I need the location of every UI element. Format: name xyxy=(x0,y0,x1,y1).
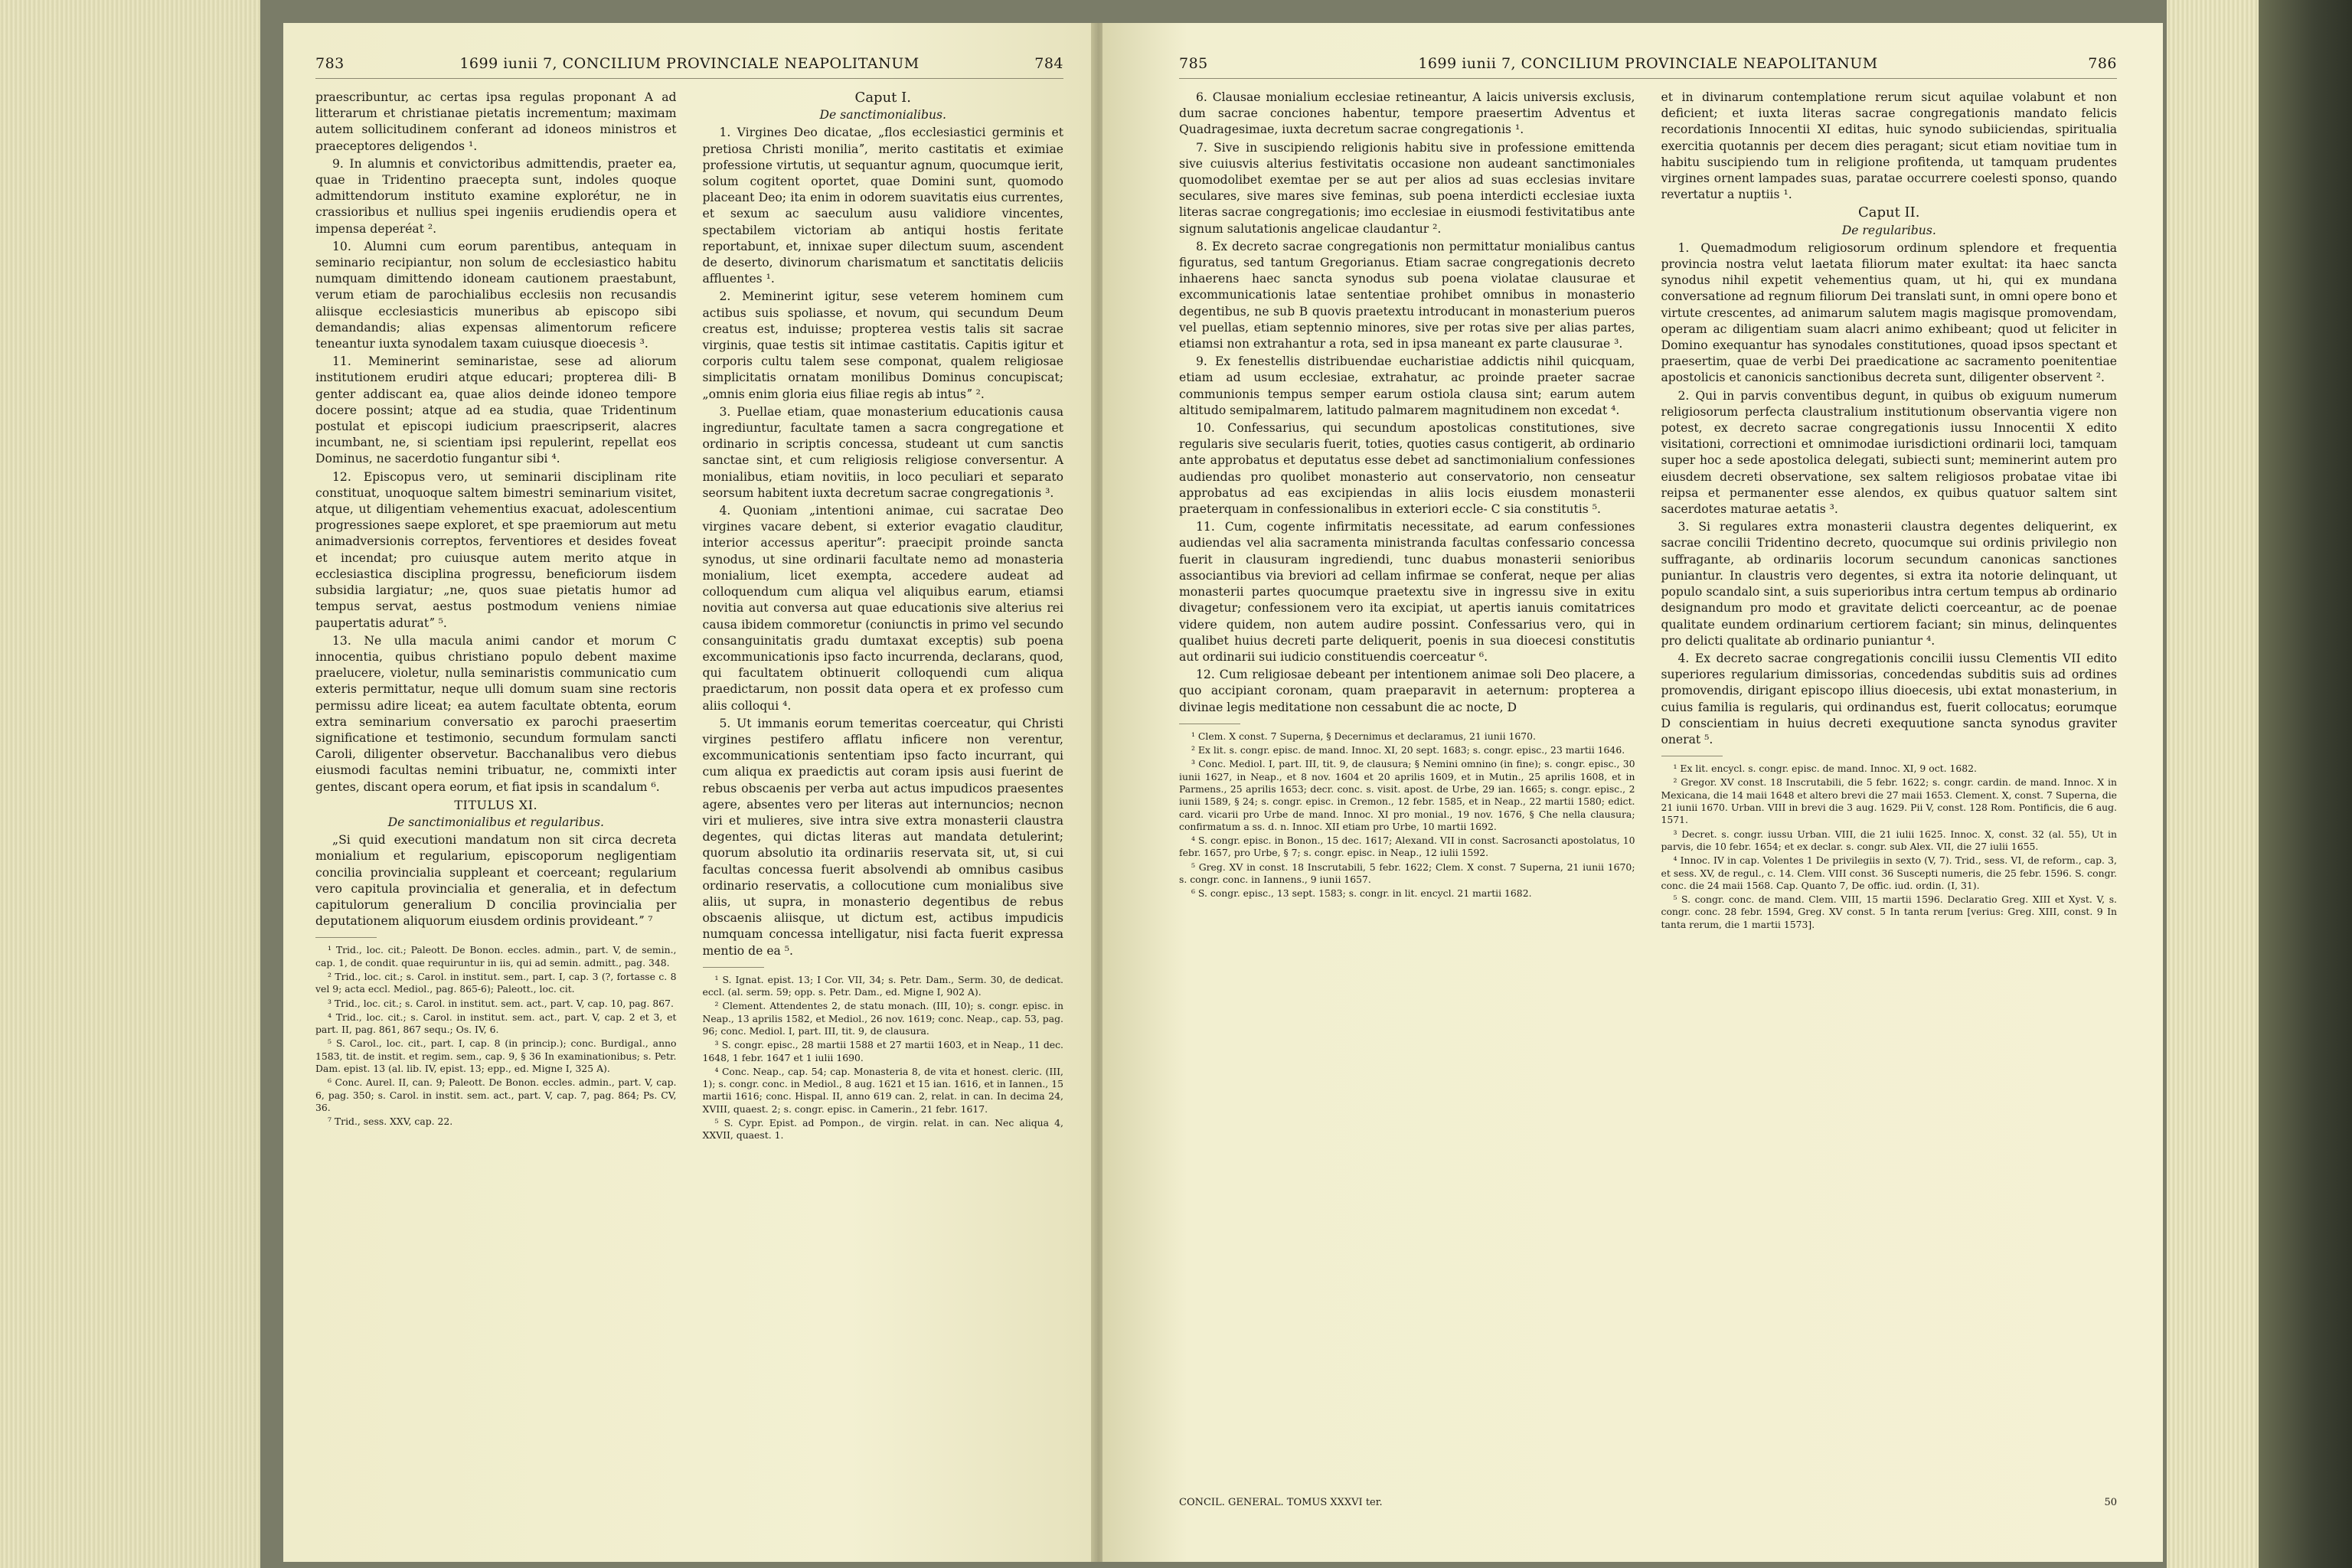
page-stack-left xyxy=(0,0,260,1568)
book-cover-edge xyxy=(2259,0,2352,1568)
paragraph: 2. Qui in parvis conventibus degunt, in quibus ob exiguum numerum religiosorum perfecta claustralium institutionum observantia vigere non potest, ex decreto sacrae congregationis iussu Innocentii X edito visitationi, correctioni et omnimodae iurisdictioni ordinarii loci, tamquam super hoc a sede apostolica delegati, subiecti sunt; meminerint autem pro eiusdem decreti observatione, sex saltem religiosos probatae vitae ibi reipsa et permanenter esse alendos, ex quibus quatuor saltem sint sacerdotes maturae aetatis ³. xyxy=(1661,388,2117,517)
footnote-rule xyxy=(315,937,377,938)
footnote: ⁴ Innoc. IV in cap. Volentes 1 De privilegiis in sexto (V, 7). Trid., sess. VI, de reform., cap. 3, et sess. XV, de regul., c. 14. Clem. VIII const. 36 Suscepti numeris, die 25 febr. 1596. S. congr. conc. die 24 maii 1568. Cap. Quanto 7, De offic. iud. ordin. (I, 31). xyxy=(1661,854,2117,891)
page-number-784: 784 xyxy=(1034,55,1063,72)
page-footer xyxy=(1179,1497,2117,1508)
footnote: ³ Conc. Mediol. I, part. III, tit. 9, de clausura; § Nemini omnino (in fine); s. congr. episc., 30 iunii 1627, in Neap., et 8 nov. 1604 et 20 aprilis 1609, et in Mutin., 25 aprilis 1608, et in Parmens., 25 aprilis 1653; decr. conc. s. visit. apost. de Urbe, 29 ian. 1665; s. congr. episc., 2 iunii 1589, § 24; s. congr. episc. in Cremon., 12 febr. 1585, et in Neap., 22 martii 1580; edict. card. vicarii pro Urbe de mand. Innoc. XI pro monial., 19 nov. 1676, § Che nella clausura; confirmatum a ss. d. n. Innoc. XII etiam pro Urbe, 10 martii 1692. xyxy=(1179,758,1635,832)
running-head-right xyxy=(1179,55,2117,79)
footnote: ⁴ Conc. Neap., cap. 54; cap. Monasteria 8, de vita et honest. cleric. (III, 1); s. congr. conc. in Mediol., 8 aug. 1621 et 15 ian. 1616, et in Iannen., 15 martii 1616; conc. Hispal. II, anno 619 can. 2, relat. in can. In decima 24, XVIII, quaest. 2; s. congr. episc. in Camerin., 21 febr. 1617. xyxy=(702,1065,1063,1115)
caput-heading: Caput II. xyxy=(1857,204,1920,221)
page-stack-right xyxy=(2167,0,2259,1568)
footnotes xyxy=(315,944,677,1128)
caput-rubric: De sanctimonialibus. xyxy=(819,108,946,122)
paragraph: 11. Meminerint seminaristae, sese ad aliorum institutionem erudiri atque educari; propterea dili- B genter addiscant ea, quae alios deinde idoneo tempore docere possint; atque ad ea studia, quae Tridentinum postulat et episcopi iudicium praescripserit, alacres incumbant, ne, si scientiam ipsi repulerint, repellat eos Dominus, ne sacerdotio fungantur sibi ⁴. xyxy=(315,354,677,466)
paragraph: 12. Cum religiosae debeant per intentionem animae soli Deo placere, a quo accipiant coronam, quam praeparavit in aeternum: propterea a divinae legis meditatione non cessabunt die ac nocte, D xyxy=(1179,668,1635,714)
page-number-785: 785 xyxy=(1179,55,1208,72)
left-page-column-2 xyxy=(703,90,1064,1144)
running-title-left: 1699 iunii 7, CONCILIUM PROVINCIALE NEAPOLITANUM xyxy=(459,55,920,72)
titulus-rubric: De sanctimonialibus et regularibus. xyxy=(387,815,604,829)
paragraph: 4. Ex decreto sacrae congregationis concilii iussu Clementis VII edito superiores regularium dimissorias, concedendas subditis suis ad ordines promovendis, dirigant episcopo illius dioecesis, ubi extat monasterium, in cuius familia is regularis, qui ordinandus est, fuerit collocatus; eorumque D conscientiam in huius decreti exequutione sancta synodus graviter onerat ⁵. xyxy=(1661,651,2117,746)
running-title-right: 1699 iunii 7, CONCILIUM PROVINCIALE NEAPOLITANUM xyxy=(1418,55,1878,72)
footnote: ⁴ Trid., loc. cit.; s. Carol. in institut. sem. act., part. V, cap. 2 et 3, et part. II, pag. 861, 867 sequ.; Os. IV, 6. xyxy=(315,1011,677,1036)
right-page-column-1 xyxy=(1179,90,1635,933)
paragraph: 4. Quoniam „intentioni animae, cui sacratae Deo virgines vacare debent, si exterior evagatio clauditur, interior accessus aperiturˮ: praecipit proinde sancta synodus, ut sine ordinarii facultate nemo ad monasteria monialium, licet exempta, accedere audeat ad colloquendum cum aliqua vel aliquibus earum, etiamsi novitia aut conversa aut quae educationis sive alterius rei causa ibidem commoretur (coniunctis in primo vel secundo consanguinitatis gradu dumtaxat exceptis) sub poena excommunicationis ipso facto incurrenda, declarans, quod, qui facultatem obtinuerit colloquendi cum aliqua praedictarum, non possit data opera et ex professo cum aliis colloqui ⁴. xyxy=(702,504,1063,713)
right-page-column-2 xyxy=(1661,90,2118,933)
footnotes xyxy=(1661,763,2118,931)
caput-rubric: De regularibus. xyxy=(1841,223,1936,237)
paragraph: et in divinarum contemplatione rerum sicut aquilae volabunt et non deficient; et iuxta literas sacrae congregationis mandato felicis recordationis Innocentii XI editas, huic synodo subiiciendas, spiritualia exercitia quotannis per decem dies peragant; sicut etiam novitiae tum in habitu suscipiendo tum in religione profitenda, ut tamquam prudentes virgines ornent lampades suas, paratae occurrere coelesti sponso, quando revertatur a nuptiis ¹. xyxy=(1661,90,2117,202)
paragraph: 3. Si regulares extra monasterii claustra degentes deliquerint, ex sacrae concilii Tridentino decreto, quocumque sui ordinis privilegio non suffragante, ab ordinariis locorum secundum canonicas sanctiones puniantur. In claustris vero degentes, si extra ita notorie delinquant, ut populo scandalo sint, a suis superioribus intra certum tempus ab ordinario designandum pro modo et gravitate delicti coerceantur, ac de poenae qualitate eundem ordinarium certiorem faciant; sin minus, delinquentes pro delicti qualitate ab ordinario puniantur ⁴. xyxy=(1661,520,2117,648)
caput-heading: Caput I. xyxy=(854,90,911,106)
paragraph: 13. Ne ulla macula animi candor et morum C innocentia, quibus christiano populo debent maxime praelucere, violetur, nulla seminaristis communicatio cum exteris permittatur, neque ulli domum suam sine rectoris permissu adire liceat; ea autem facultate obtenta, eorum extra seminarium conversatio ex parochi praesertim significatione et testimonio, secundum formulam sancti Caroli, diligenter observetur. Bacchanalibus vero diebus eiusmodi facultas nemini tribuatur, ne, commixti inter gentes, discant opera eorum, et fiat ipsis in scandalum ⁶. xyxy=(315,633,677,794)
footnote: ² Clement. Attendentes 2, de statu monach. (III, 10); s. congr. episc. in Neap., 13 aprilis 1582, et Mediol., 26 nov. 1619; conc. Neap., cap. 53, pag. 96; conc. Mediol. I, part. III, tit. 9, de clausura. xyxy=(702,1000,1063,1037)
paragraph: praescribuntur, ac certas ipsa regulas proponant A ad litterarum et christianae pietatis incrementum; maximam autem sollicitudinem conferant ad idoneos ministros et praeceptores deligendos ¹. xyxy=(315,90,677,153)
footnotes xyxy=(703,974,1064,1142)
right-page xyxy=(1102,23,2163,1562)
paragraph: 5. Ut immanis eorum temeritas coerceatur, qui Christi virgines pestifero afflatu inficere non verentur, excommunicationis sententiam ipso facto incurrant, qui cum aliqua ex praedictis aut coram ipsis ausi fuerint de rebus obscaenis per verba aut actus impudicos praesentes agere, absentes vero per literas aut internuncios; necnon viri et mulieres, sive intra sive extra monasterii claustra degentes, qui dictas literas aut mandata detulerint; quorum absolutio ita ordinariis reservata sit, ut, si cui facultas concessa fuerit absolvendi ab omnibus casibus ordinario reservatis, a collocutione cum monialibus sive aliis, ut supra, in monasterio degentibus de rebus obscaenis aliisque, ut dictum est, actibus impudicis numquam concessa intelligatur, nisi facta fuerit expressa mentio de ea ⁵. xyxy=(702,716,1063,958)
footnotes xyxy=(1179,730,1635,900)
signature-number: 50 xyxy=(2104,1497,2117,1508)
paragraph: 10. Alumni cum eorum parentibus, antequam in seminario recipiantur, non solum de ecclesiastico habitu numquam dimittendo idoneam cautionem praestabunt, verum etiam de parochialibus ecclesiis non recusandis aliisque ecclesiasticis muneribus ab episcopo sibi demandandis; alias expensas alimentorum reficere teneantur iuxta synodalem taxam cuiusque dioecesis ³. xyxy=(315,239,677,351)
page-number-786: 786 xyxy=(2088,55,2117,72)
footnote: ⁷ Trid., sess. XXV, cap. 22. xyxy=(328,1116,453,1128)
paragraph: 1. Virgines Deo dicatae, „flos ecclesiastici germinis et pretiosa Christi moniliaˮ, merito castitatis et eximiae professione virtutis, ut sequantur agnum, quocumque ierit, solum cogitent oportet, quae Domini sunt, quomodo placeant Deo; ita enim in odorem suavitatis eius currentes, et sexum ac saeculum ausu validiore vincentes, spectabilem victoriam ab antiqui hostis feritate reportabunt, et, innixae super dilectum suum, ascendent de deserto, divinorum charismatum et sanctitatis deliciis affluentes ¹. xyxy=(702,126,1063,286)
paragraph: 2. Meminerint igitur, sese veterem hominem cum actibus suis spoliasse, et novum, qui secundum Deum creatus est, induisse; propterea vestis talis sit sacrae virginis, quae testis sit intimae castitatis. Capitis igitur et corporis cultu talem sese componat, qualem religiosae simplicitatis ornatam monilibus Dominus concupiscat; „omnis enim gloria eius filiae regis ab intusˮ ². xyxy=(702,289,1063,401)
paragraph: 1. Quemadmodum religiosorum ordinum splendore et frequentia provincia nostra velut laetata filiorum mater exultat: ita haec sancta synodus nihil expetit vehementius quam, ut hi, qui ex mundana conversatione ad regnum filiorum Dei translati sunt, in omni opere bono et virtute crescentes, ad animarum salutem magis magisque promovendam, operam ac diligentiam suam alacri animo exhibeant; quod ut feliciter in Domino exequantur has synodales constitutiones, quoad ipsos spectant et praesertim, quae de verbi Dei praedicatione ac sacramento poenitentiae apostolicis et canonicis sanctionibus decreta sunt, diligenter observent ². xyxy=(1661,240,2117,385)
footnote: ¹ Ex lit. encycl. s. congr. episc. de mand. Innoc. XI, 9 oct. 1682. xyxy=(1673,763,1977,775)
paragraph: 6. Clausae monialium ecclesiae retineantur, A laicis universis exclusis, dum sacrae conciones habentur, tempore praesertim Adventus et Quadragesimae, iuxta decretum sacrae congregationis ¹. xyxy=(1179,90,1635,137)
footnote: ¹ Clem. X const. 7 Superna, § Decernimus et declaramus, 21 iunii 1670. xyxy=(1191,730,1536,742)
page-number-783: 783 xyxy=(315,55,345,72)
footnote: ¹ S. Ignat. epist. 13; I Cor. VII, 34; s. Petr. Dam., Serm. 30, de dedicat. eccl. (al. serm. 59; opp. s. Petr. Dam., ed. Migne I, 902 A). xyxy=(702,973,1063,998)
paragraph: 11. Cum, cogente infirmitatis necessitate, ad earum confessiones audiendas vel alia sacramenta ministranda facultas confessario concessa fuerit in clausuram ingrediendi, tunc duabus monasterii senioribus associantibus via breviori ad cellam infirmae se conferat, neque per alias monasterii partes quocumque praetextu sive in ingressu sive in exitu divagetur; confessionem vero ita excipiat, ut apertis ianuis comitatrices videre quidem, non autem audire possint. Confessarius vero, qui in qualibet huius decreti parte deliquerit, poenis in sua dioecesi constitutis aut ordinarii sui iudicio constituendis coerceatur ⁶. xyxy=(1179,520,1635,664)
left-page xyxy=(283,23,1091,1562)
paragraph: „Si quid executioni mandatum non sit circa decreta monialium et regularium, episcoporum negligentiam concilia provincialia suppleant et coerceant; regularium vero capitula provincialia et generalia, et in defectum capitulorum generalium D concilia provincialia per deputationem aliquorum eiusdem ordinis provideant.ˮ ⁷ xyxy=(315,833,677,929)
footnote: ⁴ S. congr. episc. in Bonon., 15 dec. 1617; Alexand. VII in const. Sacrosancti apostolatus, 10 febr. 1657, pro Urbe, § 7; s. congr. episc. in Neap., 12 iulii 1592. xyxy=(1179,835,1635,859)
paragraph: 9. Ex fenestellis distribuendae eucharistiae addictis nihil quicquam, etiam ad usum ecclesiae, extrahatur, ac proinde praeter sacrae communionis tempus semper earum ostiola clausa sint; earum autem altitudo semipalmarem, latitudo palmarem magnitudinem non excedat ⁴. xyxy=(1179,354,1635,417)
footnote: ¹ Trid., loc. cit.; Paleott. De Bonon. eccles. admin., part. V, de semin., cap. 1, de condit. quae requiruntur in iis, qui ad semin. admitt., pag. 348. xyxy=(315,944,677,969)
footnote: ⁵ Greg. XV in const. 18 Inscrutabili, 5 febr. 1622; Clem. X const. 7 Superna, 21 iunii 1670; s. congr. conc. in Iannens., 9 iunii 1657. xyxy=(1179,861,1635,885)
signature-line: CONCIL. GENERAL. TOMUS XXXVI ter. xyxy=(1179,1497,1383,1508)
footnote: ³ S. congr. episc., 28 martii 1588 et 27 martii 1603, et in Neap., 11 dec. 1648, 1 febr. 1647 et 1 iulii 1690. xyxy=(702,1039,1063,1063)
footnote: ² Trid., loc. cit.; s. Carol. in institut. sem., part. I, cap. 3 (?, fortasse c. 8 vel 9; acta eccl. Mediol., pag. 865-6); Paleott., loc. cit. xyxy=(315,970,677,995)
paragraph: 12. Episcopus vero, ut seminarii disciplinam rite constituat, unoquoque saltem bimestri seminarium visitet, atque, ut diligentiam vehementius exacuat, adolescentium progressiones saepe exploret, et spe praemiorum aut metu animadversionis correptos, ferventiores et desides foveat et incendat; pro cuiusque autem merito atque in ecclesiastica disciplina progressu, beneficiorum iisdem subsidia largiatur; „ne, quos suae pietatis humor ad tempus servat, aestus postmodum veniens nimiae paupertatis aduratˮ ⁵. xyxy=(315,469,677,630)
footnote: ³ Trid., loc. cit.; s. Carol. in institut. sem. act., part. V, cap. 10, pag. 867. xyxy=(328,997,674,1009)
footnote: ³ Decret. s. congr. iussu Urban. VIII, die 21 iulii 1625. Innoc. X, const. 32 (al. 55), Ut in parvis, die 10 febr. 1654; et ex declar. s. congr. sub Alex. VII, die 27 iulii 1655. xyxy=(1661,828,2117,852)
paragraph: 8. Ex decreto sacrae congregationis non permittatur monialibus cantus figuratus, sed tantum Gregorianus. Etiam sacrae congregationis decreto inhaerens haec sancta synodus sub poena violatae clausurae et excommunicationis latae sententiae prohibet omnibus in monasterio degentibus, ne sub B quovis praetextu introducant in monasterium pueros vel puellas, etiam septennio minores, sive per rotas sive per alias partes, etiamsi non extrahantur a rota, sed in ipsa maneant ex parte clausurae ³. xyxy=(1179,239,1635,351)
left-page-column-1 xyxy=(315,90,677,1144)
paragraph: 10. Confessarius, qui secundum apostolicas constitutiones, sive regularis sive secularis fuerit, toties, quoties casus contigerit, ab ordinario ante approbatus et deputatus esse debet ad sanctimonialium confessiones audiendas pro quolibet monasterio aut conservatorio, non censeatur approbatus ad eas excipiendas in aliis locis eiusdem monasterii praeterquam in confessionalibus in exteriori eccle- C sia constitutis ⁵. xyxy=(1179,421,1635,517)
footnote: ² Ex lit. s. congr. episc. de mand. Innoc. XI, 20 sept. 1683; s. congr. episc., 23 martii 1646. xyxy=(1191,744,1625,756)
footnote: ⁵ S. congr. conc. de mand. Clem. VIII, 15 martii 1596. Declaratio Greg. XIII et Xyst. V, s. congr. conc. 28 febr. 1594, Greg. XV const. 5 In tanta rerum [verius: Greg. XIII, const. 9 In tanta rerum, die 1 martii 1573]. xyxy=(1661,893,2117,930)
footnote: ⁶ Conc. Aurel. II, can. 9; Paleott. De Bonon. eccles. admin., part. V, cap. 6, pag. 350; s. Carol. in instit. sem. act., part. V, cap. 7, pag. 864; Ps. CV, 36. xyxy=(315,1076,677,1113)
footnote: ⁵ S. Cypr. Epist. ad Pompon., de virgin. relat. in can. Nec aliqua 4, XXVII, quaest. 1. xyxy=(702,1117,1063,1142)
running-head-left xyxy=(315,55,1063,79)
footnote: ⁶ S. congr. episc., 13 sept. 1583; s. congr. in lit. encycl. 21 martii 1682. xyxy=(1191,887,1532,900)
footnote: ⁵ S. Carol., loc. cit., part. I, cap. 8 (in princip.); conc. Burdigal., anno 1583, tit. de instit. et regim. sem., cap. 9, § 36 In examinationibus; s. Petr. Dam. epist. 13 (al. lib. IV, epist. 13; epp., ed. Migne I, 325 A). xyxy=(315,1037,677,1075)
footnote: ² Gregor. XV const. 18 Inscrutabili, die 5 febr. 1622; s. congr. cardin. de mand. Innoc. X in Mexicana, die 14 maii 1648 et altero brevi die 27 maii 1653. Clement. X, const. 7 Superna, die 21 iunii 1670. Urban. VIII in brevi die 3 aug. 1629. Pii V, const. 128 Rom. Pontificis, die 6 aug. 1571. xyxy=(1661,776,2117,826)
paragraph: 3. Puellae etiam, quae monasterium educationis causa ingrediuntur, facultate tamen a sacra congregatione et ordinario in scriptis concessa, studeant ut cum sanctis sanctae sint, et cum religiosis religiose conversentur. A monialibus, etiam novitiis, in loco peculiari et separato seorsum habitent iuxta decretum sacrae congregationis ³. xyxy=(702,404,1063,500)
paragraph: 9. In alumnis et convictoribus admittendis, praeter ea, quae in Tridentino praecepta sunt, indoles quoque admittendorum instituto examine explorétur, ne in crassioribus et nullius spei ingeniis erudiendis opera et impensa deperéat ². xyxy=(315,156,677,236)
titulus-heading: TITULUS XI. xyxy=(454,797,538,812)
paragraph: 7. Sive in suscipiendo religionis habitu sive in professione emittenda sive cuiusvis alterius festivitatis occasione non audeant sanctimoniales quomodolibet exemtae per se aut per alios ad suas ecclesias invitare seculares, sive mares sive feminas, sub poena interdicti ecclesiae iuxta literas sacrae congregationis; imo ecclesiae in eiusmodi festivitatibus ante signum salutationis angelicae claudantur ². xyxy=(1179,140,1635,236)
footnote-rule xyxy=(703,967,764,968)
